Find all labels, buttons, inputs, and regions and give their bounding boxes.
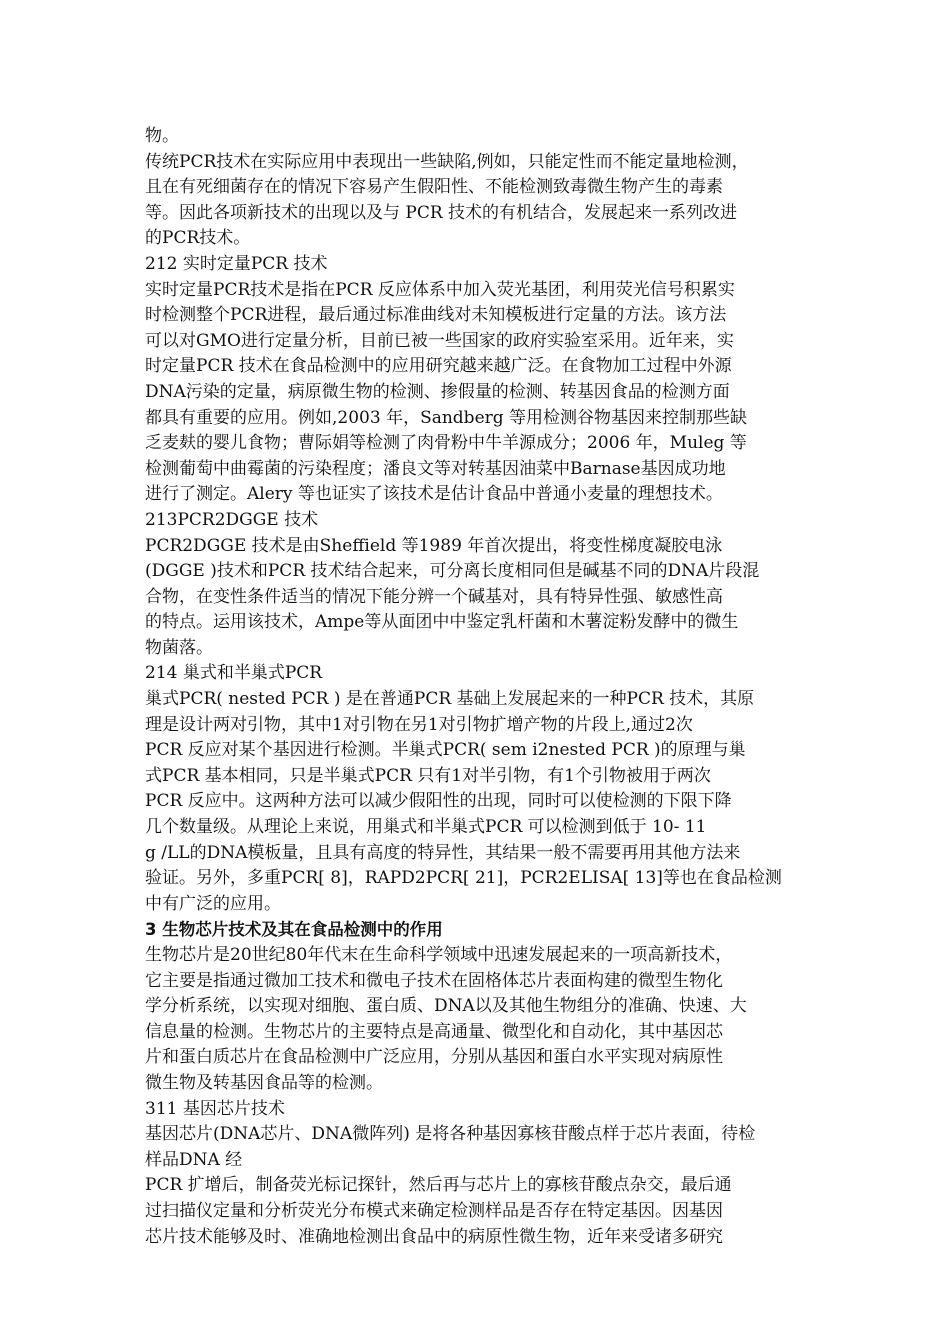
text-line: 214 巢式和半巢式PCR: [145, 663, 323, 684]
text-line: 且在有死细菌存在的情况下容易产生假阳性、不能检测致毒微生物产生的毒素: [145, 177, 723, 198]
text-line: DNA污染的定量，病原微生物的检测、掺假量的检测、转基因食品的检测方面: [145, 381, 730, 402]
text-line: 物菌落。: [145, 637, 213, 658]
text-line: 基因芯片(DNA芯片、DNA微阵列) 是将各种基因寡核苷酸点样于芯片表面，待检: [145, 1124, 756, 1145]
text-line: 212 实时定量PCR 技术: [145, 253, 328, 274]
text-line: PCR 扩增后，制备荧光标记探针，然后再与芯片上的寡核苷酸点杂交，最后通: [145, 1175, 732, 1196]
section-heading: 3 生物芯片技术及其在食品检测中的作用: [145, 920, 443, 940]
text-line: 的PCR技术。: [145, 228, 251, 249]
text-line: 学分析系统，以实现对细胞、蛋白质、DNA以及其他生物组分的准确、快速、大: [145, 996, 747, 1017]
text-line: 片和蛋白质芯片在食品检测中广泛应用，分别从基因和蛋白水平实现对病原性: [145, 1047, 723, 1068]
text-line: 几个数量级。从理论上来说，用巢式和半巢式PCR 可以检测到低于 10- 11: [145, 817, 707, 838]
text-line: 生物芯片是20世纪80年代末在生命科学领域中迅速发展起来的一项高新技术，: [145, 945, 733, 965]
text-line: 实时定量PCR技术是指在PCR 反应体系中加入荧光基团，利用荧光信号积累实: [145, 279, 735, 300]
text-line: 检测葡萄中曲霉菌的污染程度；潘良文等对转基因油菜中Barnase基因成功地: [145, 458, 726, 479]
text-line: g /LL的DNA模板量，且具有高度的特异性，其结果一般不需要再用其他方法来: [145, 842, 741, 863]
text-line: 213PCR2DGGE 技术: [145, 509, 319, 530]
text-line: 乏麦麸的婴儿食物；曹际娟等检测了肉骨粉中牛羊源成分；2006 年，Muleg 等: [145, 433, 747, 454]
text-line: 微生物及转基因食品等的检测。: [145, 1072, 383, 1093]
text-line: 合物，在变性条件适当的情况下能分辨一个碱基对，具有特异性强、敏感性高: [145, 586, 723, 607]
text-line: 都具有重要的应用。例如,2003 年，Sandberg 等用检测谷物基因来控制那些缺: [145, 407, 748, 428]
text-line: 的特点。运用该技术，Ampe等从面团中中鉴定乳杆菌和木薯淀粉发酵中的微生: [145, 612, 739, 633]
text-line: PCR 反应对某个基因进行检测。半巢式PCR( sem i2nested PCR )的原理与巢: [145, 740, 746, 761]
text-line: 式PCR 基本相同，只是半巢式PCR 只有1对半引物，有1个引物被用于两次: [145, 765, 711, 786]
text-line: 进行了测定。Alery 等也证实了该技术是估计食品中普通小麦量的理想技术。: [145, 484, 723, 505]
text-line: 样品DNA 经: [145, 1149, 243, 1170]
text-line: 311 基因芯片技术: [145, 1098, 285, 1119]
text-line: 时检测整个PCR进程，最后通过标准曲线对未知模板进行定量的方法。该方法: [145, 305, 727, 326]
text-line: 可以对GMO进行定量分析，目前已被一些国家的政府实验室采用。近年来，实: [145, 330, 734, 351]
text-line: PCR 反应中。这两种方法可以减少假阳性的出现，同时可以使检测的下限下降: [145, 791, 732, 812]
text-line: 理是设计两对引物，其中1对引物在另1对引物扩增产物的片段上,通过2次: [145, 714, 693, 735]
text-line: 等。因此各项新技术的出现以及与 PCR 技术的有机结合，发展起来一系列改进: [145, 202, 738, 223]
text-line: 巢式PCR( nested PCR ) 是在普通PCR 基础上发展起来的一种PCR 技术，其原: [145, 689, 755, 710]
text-line: 传统PCR技术在实际应用中表现出一些缺陷,例如，只能定性而不能定量地检测，: [145, 151, 749, 172]
text-line: 信息量的检测。生物芯片的主要特点是高通量、微型化和自动化，其中基因芯: [145, 1021, 723, 1042]
text-line: 芯片技术能够及时、准确地检测出食品中的病原性微生物，近年来受诸多研究: [145, 1226, 723, 1247]
text-line: PCR2DGGE 技术是由Sheffield 等1989 年首次提出，将变性梯度凝胶电泳: [145, 535, 723, 556]
text-line: 验证。另外，多重PCR[ 8]，RAPD2PCR[ 21]，PCR2ELISA[ 13]等也在食品检测: [145, 868, 782, 889]
text-line: 物。: [145, 126, 179, 146]
document-body: [145, 124, 825, 1250]
text-line: 它主要是指通过微加工技术和微电子技术在固格体芯片表面构建的微型生物化: [145, 970, 723, 991]
text-line: 过扫描仪定量和分析荧光分布模式来确定检测样品是否存在特定基因。因基因: [145, 1200, 723, 1221]
text-line: 中有广泛的应用。: [145, 893, 281, 914]
text-line: 时定量PCR 技术在食品检测中的应用研究越来越广泛。在食物加工过程中外源: [145, 356, 732, 377]
text-line: (DGGE )技术和PCR 技术结合起来，可分离长度相同但是碱基不同的DNA片段混: [145, 561, 760, 582]
